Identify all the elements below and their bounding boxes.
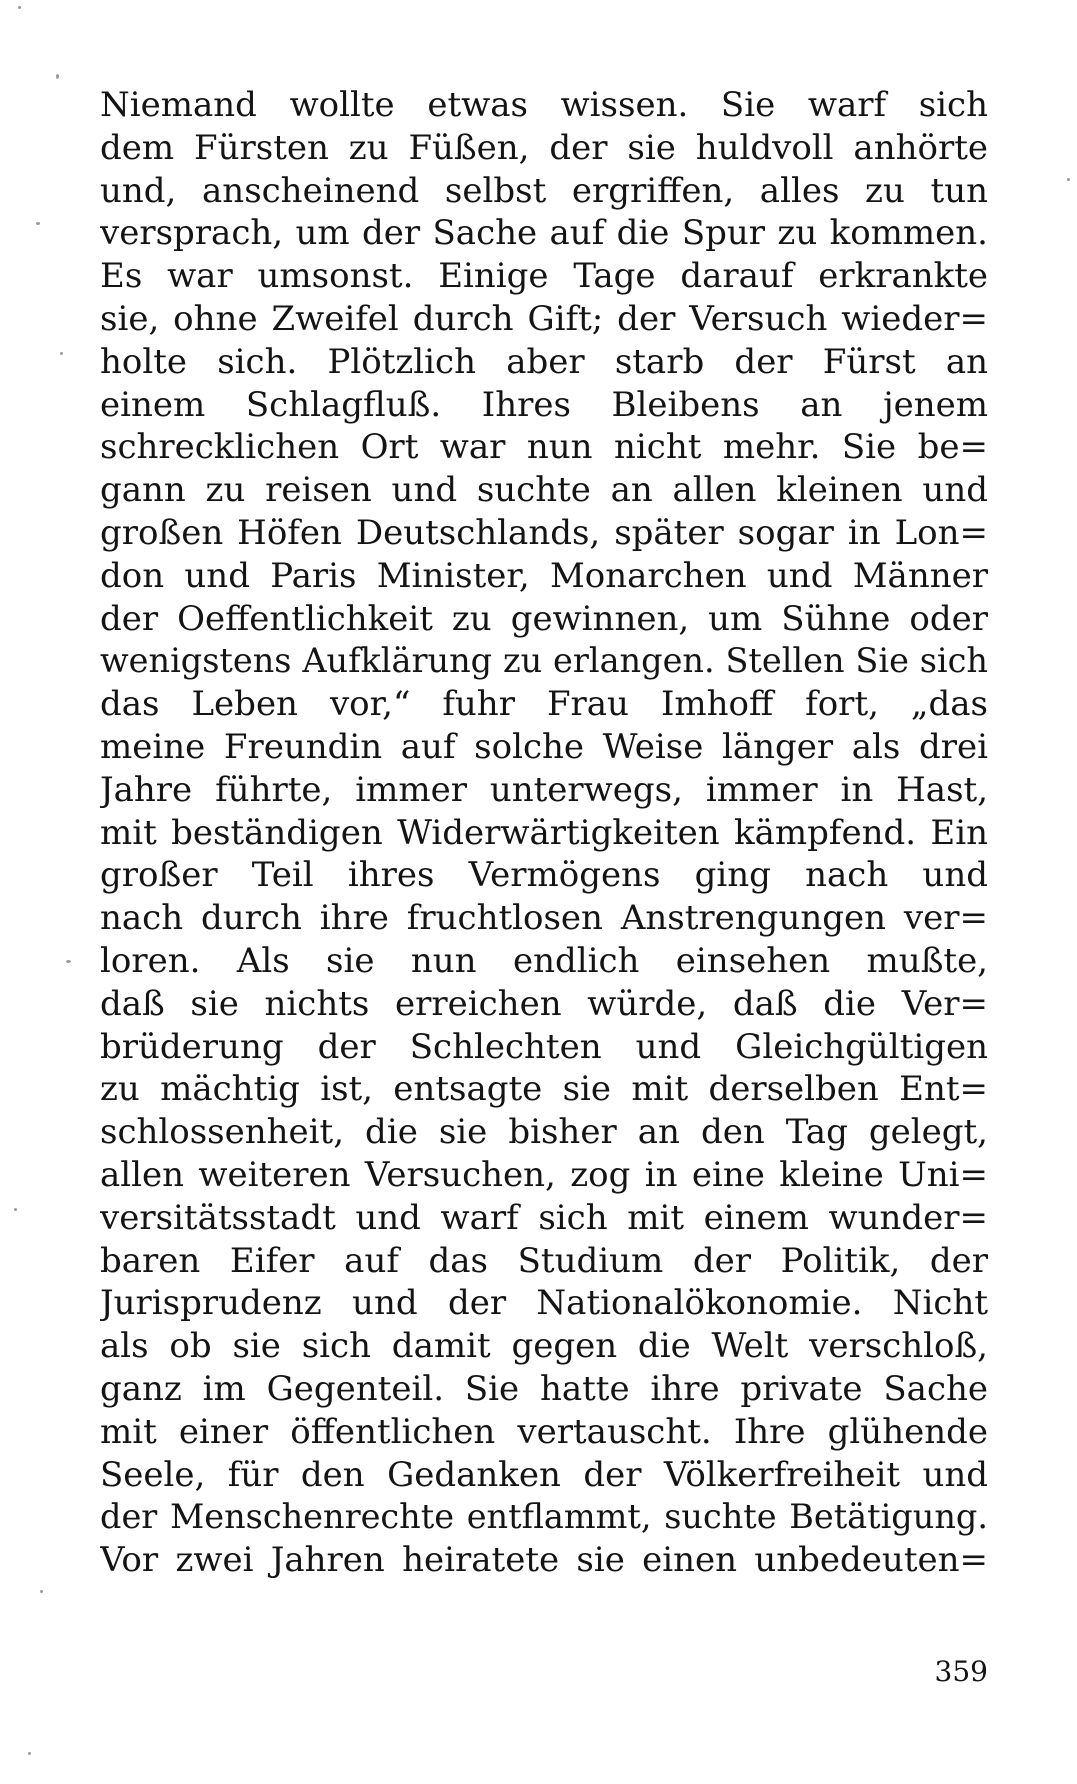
text-line: gann zu reisen und suchte an allen kleinen und: [100, 470, 988, 511]
text-line: ganz im Gegenteil. Sie hatte ihre private Sache: [100, 1368, 988, 1409]
text-line: meine Freundin auf solche Weise länger als drei: [100, 726, 988, 767]
text-line: Jahre führte, immer unterwegs, immer in Hast,: [100, 769, 988, 810]
text-line: holte sich. Plötzlich aber starb der Fürst an: [100, 341, 988, 382]
paper-speck: [66, 960, 71, 963]
text-line: als ob sie sich damit gegen die Welt verschloß,: [100, 1326, 988, 1367]
text-line: Seele, für den Gedanken der Völkerfreiheit und: [100, 1454, 988, 1495]
text-line: nach durch ihre fruchtlosen Anstrengungen ver=: [100, 898, 988, 939]
text-line: Es war umsonst. Einige Tage darauf erkrankte: [100, 256, 988, 297]
paper-speck: [14, 1208, 17, 1211]
paper-speck: [40, 1590, 43, 1593]
text-line: versprach, um der Sache auf die Spur zu kommen.: [100, 213, 988, 254]
text-line: mit einer öffentlichen vertauscht. Ihre glühende: [100, 1411, 988, 1452]
text-line: großer Teil ihres Vermögens ging nach und: [100, 855, 988, 896]
text-line: versitätsstadt und warf sich mit einem wunder=: [100, 1197, 988, 1238]
text-line: schlossenheit, die sie bisher an den Tag gelegt,: [100, 1112, 988, 1153]
text-line: wenigstens Aufklärung zu erlangen. Stellen Sie sich: [100, 641, 988, 681]
paper-speck: [56, 74, 59, 79]
text-line: und, anscheinend selbst ergriffen, alles zu tun: [100, 170, 988, 211]
text-line: baren Eifer auf das Studium der Politik, der: [100, 1240, 988, 1281]
text-line: allen weiteren Versuchen, zog in eine kleine Uni=: [100, 1154, 988, 1195]
text-line: Niemand wollte etwas wissen. Sie warf sich: [100, 85, 988, 125]
text-line: schrecklichen Ort war nun nicht mehr. Sie be=: [100, 427, 988, 468]
text-line: einem Schlagfluß. Ihres Bleibens an jenem: [100, 384, 988, 425]
text-line: Jurisprudenz und der Nationalökonomie. Nicht: [100, 1283, 988, 1324]
body-text: [100, 84, 988, 1582]
text-line: der Oeffentlichkeit zu gewinnen, um Sühne oder: [100, 598, 988, 639]
text-line: großen Höfen Deutschlands, später sogar in Lon=: [100, 512, 988, 553]
paper-speck: [18, 6, 21, 9]
paper-speck: [36, 222, 40, 225]
text-line: das Leben vor,“ fuhr Frau Imhoff fort, „das: [100, 684, 988, 725]
text-line: der Menschenrechte entflammt, suchte Betätigung.: [100, 1497, 988, 1537]
paper-speck: [28, 1752, 31, 1755]
paper-speck: [1067, 178, 1070, 181]
paper-speck: [60, 352, 63, 355]
text-line: daß sie nichts erreichen würde, daß die Ver=: [100, 983, 988, 1024]
page-number: 359: [934, 1655, 988, 1688]
text-line: brüderung der Schlechten und Gleichgültigen: [100, 1026, 988, 1067]
text-line: dem Fürsten zu Füßen, der sie huldvoll anhörte: [100, 127, 988, 168]
text-line: zu mächtig ist, entsagte sie mit derselben Ent=: [100, 1069, 988, 1110]
text-line: don und Paris Minister, Monarchen und Männer: [100, 555, 988, 596]
text-line: Vor zwei Jahren heiratete sie einen unbedeuten=: [100, 1540, 988, 1581]
text-line: loren. Als sie nun endlich einsehen mußte,: [100, 940, 988, 981]
text-line: mit beständigen Widerwärtigkeiten kämpfend. Ein: [100, 812, 988, 853]
text-line: sie, ohne Zweifel durch Gift; der Versuch wieder=: [100, 298, 988, 339]
